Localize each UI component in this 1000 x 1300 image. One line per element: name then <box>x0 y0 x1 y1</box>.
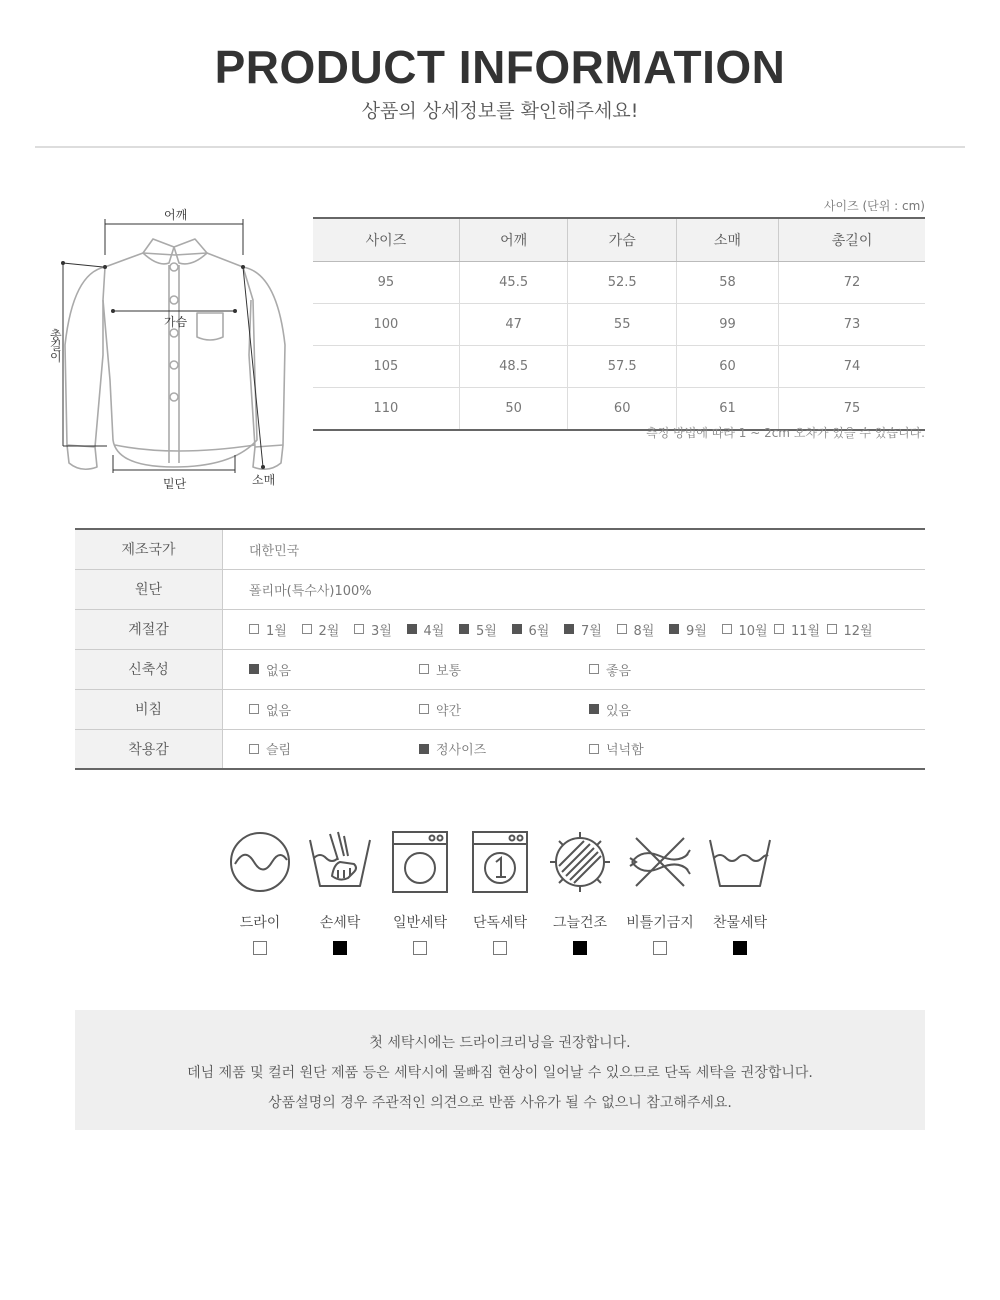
attr-value: 폴리마(특수사)100% <box>223 569 926 609</box>
no-wring-icon <box>628 830 692 894</box>
option-label: 3월 <box>371 623 392 639</box>
care-item-dry-clean <box>220 830 300 955</box>
care-label: 단독세탁 <box>472 915 528 931</box>
sheer-options <box>223 689 926 729</box>
size-table <box>313 217 925 431</box>
fit-option <box>419 739 589 758</box>
table-cell: 110 <box>313 388 459 431</box>
care-item-no-wring <box>620 830 700 955</box>
checkbox <box>827 624 837 634</box>
option-label: 1월 <box>266 623 287 639</box>
table-cell: 74 <box>779 346 925 388</box>
care-checkbox <box>493 941 507 955</box>
season-option <box>459 620 512 639</box>
option-label: 9월 <box>686 623 707 639</box>
table-cell: 95 <box>313 262 459 304</box>
care-label: 드라이 <box>239 915 281 931</box>
season-options <box>223 609 926 649</box>
table-cell: 72 <box>779 262 925 304</box>
length-label: 총 길 이 <box>50 328 62 364</box>
attr-label: 신축성 <box>75 649 223 689</box>
table-cell: 52.5 <box>568 262 677 304</box>
checkbox <box>419 744 429 754</box>
table-row <box>313 346 925 388</box>
checkbox <box>589 664 599 674</box>
care-checkbox <box>653 941 667 955</box>
checkbox <box>249 624 259 634</box>
checkbox <box>564 624 574 634</box>
stretch-option <box>249 660 419 679</box>
hem-label: 밑단 <box>163 477 187 491</box>
care-checkbox <box>733 941 747 955</box>
option-label: 11월 <box>791 623 821 639</box>
season-option <box>669 620 722 639</box>
checkbox <box>459 624 469 634</box>
table-cell: 47 <box>459 304 568 346</box>
sleeve-label: 소매 <box>252 473 276 487</box>
attr-value: 대한민국 <box>223 529 926 569</box>
season-option <box>827 620 880 639</box>
option-label: 약간 <box>436 703 462 719</box>
option-label: 넉넉함 <box>606 743 644 759</box>
size-unit-label: 사이즈 (단위 : cm) <box>823 199 925 213</box>
checkbox <box>249 744 259 754</box>
care-instructions <box>220 830 780 960</box>
option-label: 있음 <box>606 703 632 719</box>
notice-box <box>75 1010 925 1130</box>
hand-wash-icon <box>308 830 372 894</box>
option-label: 2월 <box>318 623 340 639</box>
stretch-option <box>419 660 589 679</box>
care-item-wash-separately <box>460 830 540 955</box>
checkbox <box>407 624 417 634</box>
option-label: 보통 <box>436 663 462 679</box>
sheer-option <box>249 700 419 719</box>
table-cell: 105 <box>313 346 459 388</box>
care-label: 손세탁 <box>319 915 361 931</box>
chest-label: 가슴 <box>164 315 188 329</box>
checkbox <box>302 624 312 634</box>
size-header-cell: 어깨 <box>459 218 568 262</box>
notice-line: 첫 세탁시에는 드라이크리닝을 권장합니다. <box>369 1035 631 1051</box>
care-checkbox <box>413 941 427 955</box>
size-header-cell: 소매 <box>676 218 778 262</box>
season-option <box>564 620 617 639</box>
option-label: 정사이즈 <box>436 743 487 759</box>
attr-label: 원단 <box>75 569 223 609</box>
option-label: 6월 <box>528 623 550 639</box>
table-cell: 50 <box>459 388 568 431</box>
care-label: 찬물세탁 <box>712 915 768 931</box>
table-cell: 55 <box>568 304 677 346</box>
machine-wash-icon <box>388 830 452 894</box>
care-label: 그늘건조 <box>552 915 608 931</box>
shirt-measurement-diagram <box>45 205 295 495</box>
option-label: 10월 <box>738 623 768 639</box>
table-cell: 58 <box>676 262 778 304</box>
shirt-illustration <box>45 205 295 495</box>
attr-row-origin <box>75 529 925 569</box>
table-cell: 60 <box>676 346 778 388</box>
attr-label: 제조국가 <box>75 529 223 569</box>
size-note: 측정 방법에 따라 1 ~ 2cm 오차가 있을 수 있습니다. <box>646 426 925 440</box>
dry-clean-icon <box>228 830 292 894</box>
table-cell: 48.5 <box>459 346 568 388</box>
season-option <box>407 620 460 639</box>
table-cell: 99 <box>676 304 778 346</box>
checkbox <box>419 664 429 674</box>
attr-row-season <box>75 609 925 649</box>
wash-separately-icon <box>468 830 532 894</box>
care-item-shade-dry <box>540 830 620 955</box>
option-label: 7월 <box>581 623 602 639</box>
attr-label: 착용감 <box>75 729 223 769</box>
stretch-option <box>589 660 759 679</box>
fit-option <box>249 739 419 758</box>
care-item-cold-wash <box>700 830 780 955</box>
table-cell: 100 <box>313 304 459 346</box>
shade-dry-icon <box>548 830 612 894</box>
season-option <box>722 620 775 639</box>
season-option <box>617 620 670 639</box>
size-header-cell: 총길이 <box>779 218 925 262</box>
attr-label: 계절감 <box>75 609 223 649</box>
care-checkbox <box>253 941 267 955</box>
care-checkbox <box>333 941 347 955</box>
table-cell: 60 <box>568 388 677 431</box>
fit-option <box>589 739 759 758</box>
attr-row-sheer <box>75 689 925 729</box>
fit-options <box>223 729 926 769</box>
checkbox <box>669 624 679 634</box>
header-divider <box>35 146 965 148</box>
attribute-table <box>75 528 925 770</box>
page-title: PRODUCT INFORMATION <box>214 41 786 93</box>
attr-label: 비침 <box>75 689 223 729</box>
checkbox <box>249 664 259 674</box>
checkbox <box>354 624 364 634</box>
checkbox <box>589 704 599 714</box>
care-checkbox <box>573 941 587 955</box>
option-label: 8월 <box>633 623 655 639</box>
checkbox <box>512 624 522 634</box>
option-label: 좋음 <box>606 663 632 679</box>
option-label: 없음 <box>266 663 292 679</box>
option-label: 12월 <box>843 623 873 639</box>
table-row <box>313 262 925 304</box>
season-option <box>774 620 827 639</box>
care-item-machine-wash <box>380 830 460 955</box>
table-row <box>313 304 925 346</box>
table-cell: 75 <box>779 388 925 431</box>
table-cell: 73 <box>779 304 925 346</box>
checkbox <box>617 624 627 634</box>
option-label: 4월 <box>423 623 445 639</box>
notice-line: 상품설명의 경우 주관적인 의견으로 반품 사유가 될 수 없으니 참고해주세요. <box>268 1095 732 1111</box>
option-label: 없음 <box>266 703 292 719</box>
attr-row-fit <box>75 729 925 769</box>
attr-row-stretch <box>75 649 925 689</box>
checkbox <box>774 624 784 634</box>
checkbox <box>722 624 732 634</box>
option-label: 슬림 <box>266 743 292 759</box>
season-option <box>512 620 565 639</box>
stretch-options <box>223 649 926 689</box>
shoulder-label: 어깨 <box>164 208 188 222</box>
sheer-option <box>589 700 759 719</box>
page-subtitle: 상품의 상세정보를 확인해주세요! <box>361 100 639 122</box>
care-label: 비틀기금지 <box>626 915 694 931</box>
size-header-cell: 가슴 <box>568 218 677 262</box>
season-option <box>354 620 407 639</box>
checkbox <box>419 704 429 714</box>
notice-line: 데님 제품 및 컬러 원단 제품 등은 세탁시에 물빠짐 현상이 일어날 수 있으므로 단독 세탁을 권장합니다. <box>187 1065 813 1081</box>
season-option <box>302 620 355 639</box>
cold-wash-icon <box>708 830 772 894</box>
size-header-cell: 사이즈 <box>313 218 459 262</box>
checkbox <box>249 704 259 714</box>
care-label: 일반세탁 <box>392 915 448 931</box>
sheer-option <box>419 700 589 719</box>
care-item-hand-wash <box>300 830 380 955</box>
checkbox <box>589 744 599 754</box>
option-label: 5월 <box>476 623 497 639</box>
attr-row-fabric <box>75 569 925 609</box>
table-cell: 45.5 <box>459 262 568 304</box>
season-option <box>249 620 302 639</box>
table-cell: 61 <box>676 388 778 431</box>
table-cell: 57.5 <box>568 346 677 388</box>
size-table-header <box>313 218 925 262</box>
